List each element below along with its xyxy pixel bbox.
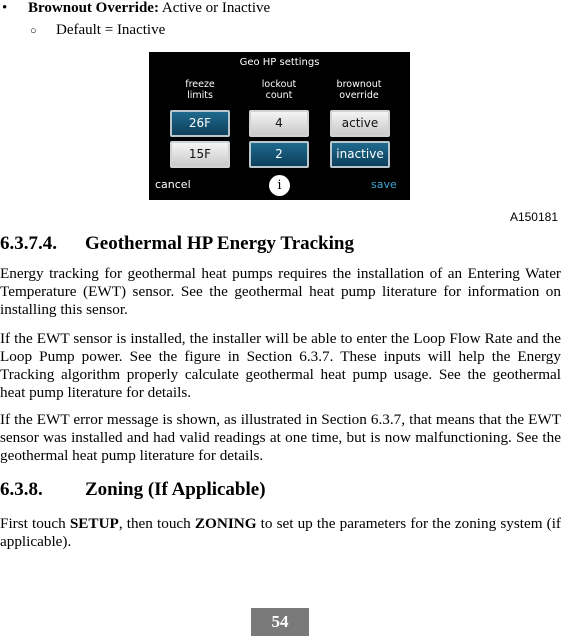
save-button[interactable]: save [371, 178, 397, 191]
freeze-limits-heading: freeze limits [185, 79, 215, 101]
default-sub-bullet [30, 22, 165, 40]
sub-bullet-text: Default = Inactive [56, 22, 166, 38]
freeze-option-15f[interactable]: 15F [170, 141, 230, 168]
info-icon[interactable]: i [269, 175, 290, 196]
section-title: Geothermal HP Energy Tracking [85, 233, 354, 254]
zoning-text-3: to set up the parameters for the zoning system (if applicable). [0, 515, 561, 550]
cancel-button[interactable]: cancel [155, 178, 191, 191]
zoning-text-2: , then touch [118, 515, 195, 532]
bullet-marker: • [2, 0, 8, 16]
section-number: 6.3.7.4. [0, 233, 57, 254]
bullet-text: Active or Inactive [158, 0, 271, 16]
freeze-option-26f[interactable]: 26F [170, 110, 230, 137]
lockout-option-2[interactable]: 2 [249, 141, 309, 168]
figure-id: A150181 [509, 210, 558, 224]
brownout-override-heading: brownout override [336, 79, 382, 101]
zoning-keyword: ZONING [194, 515, 257, 532]
panel-title: Geo HP settings [239, 57, 320, 68]
geo-hp-settings-screen [149, 52, 410, 200]
paragraph-ewt-installed: If the EWT sensor is installed, the installer will be able to enter the Loop Flow Rate and the Loop Pump power. See the figure in Section 6.3.7. These inputs will help the Energy Tracking algorithm properly calculate geothermal heat pump usage. See the geothermal heat pump literature for details. [0, 330, 561, 401]
paragraph-energy-tracking: Energy tracking for geothermal heat pumps requires the installation of an Entering Water Temperature (EWT) sensor. See the geothermal heat pump literature for information on installing this sensor. [0, 265, 561, 318]
section-title: Zoning (If Applicable) [85, 479, 266, 500]
section-number: 6.3.8. [0, 479, 43, 500]
paragraph-ewt-error: If the EWT error message is shown, as illustrated in Section 6.3.7, that means that the EWT sensor was installed and had valid readings at one time, but is now malfunctioning. See the geothermal heat pump literature for details. [0, 411, 561, 464]
lockout-count-heading: lockout count [261, 79, 297, 101]
brownout-bullet [2, 0, 270, 17]
zoning-text-1: First touch [0, 515, 70, 532]
lockout-option-4[interactable]: 4 [249, 110, 309, 137]
brownout-option-inactive[interactable]: inactive [330, 141, 390, 168]
section-heading-energy-tracking [0, 233, 354, 255]
brownout-option-active[interactable]: active [330, 110, 390, 137]
setup-keyword: SETUP [69, 515, 119, 532]
bullet-label: Brownout Override: [28, 0, 159, 16]
section-heading-zoning [0, 479, 266, 501]
page-number: 54 [251, 608, 309, 636]
paragraph-zoning [0, 515, 561, 551]
sub-bullet-marker: ○ [30, 25, 37, 37]
